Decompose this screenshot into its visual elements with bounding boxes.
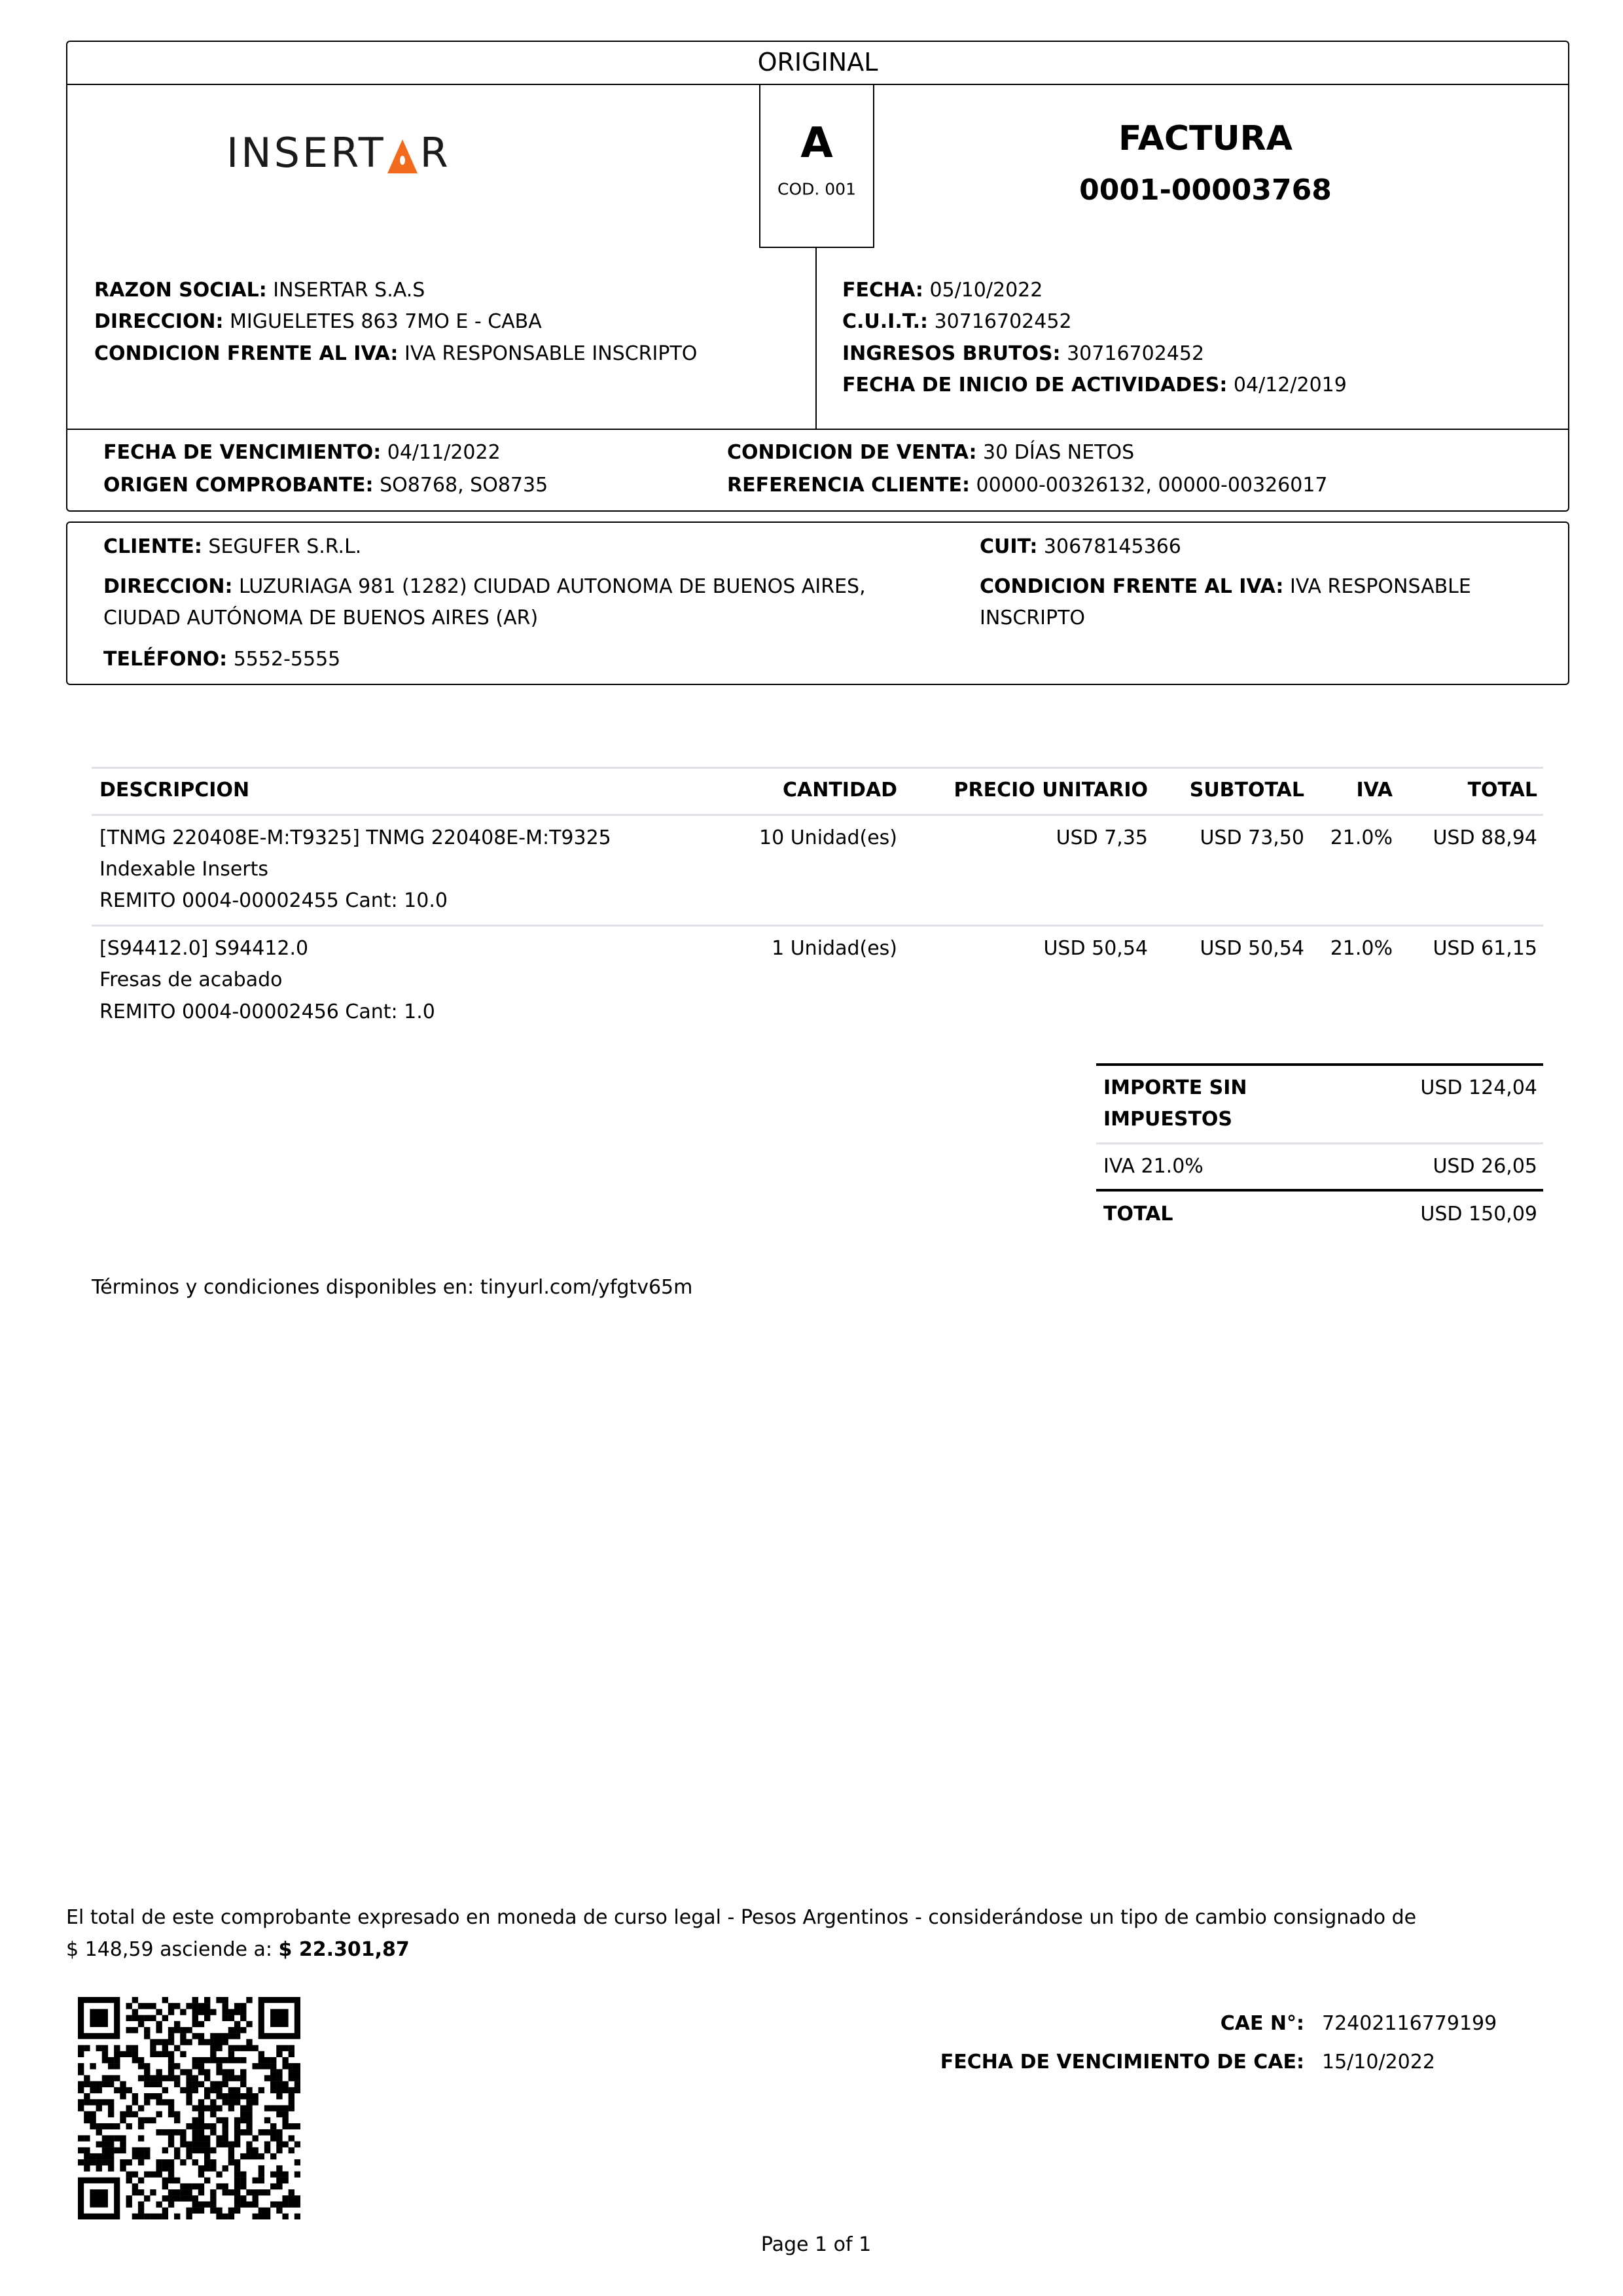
totals-top-border xyxy=(1096,1063,1543,1066)
col-header-descripcion: DESCRIPCION xyxy=(99,779,250,802)
client-direccion-line2: CIUDAD AUTÓNOMA DE BUENOS AIRES (AR) xyxy=(103,607,539,629)
exchange-text-line2: $ 148,59 asciende a: $ 22.301,87 xyxy=(66,1938,410,1961)
client-direccion: DIRECCION: LUZURIAGA 981 (1282) CIUDAD AUTONOMA DE BUENOS AIRES, xyxy=(103,575,866,598)
client-iva-line2: INSCRIPTO xyxy=(980,607,1086,629)
row-desc-line: Indexable Inserts xyxy=(99,858,269,881)
row-subtotal: USD 50,54 xyxy=(1200,937,1304,960)
company-logo xyxy=(226,129,451,177)
issuer-fecha: FECHA: 05/10/2022 xyxy=(842,279,1043,302)
cae-number: 72402116779199 xyxy=(1322,2012,1497,2035)
invoice-code: COD. 001 xyxy=(777,179,856,199)
cae-label: CAE N°: xyxy=(1220,2012,1304,2035)
row-total: USD 88,94 xyxy=(1433,826,1537,849)
cae-venc-date: 15/10/2022 xyxy=(1322,2051,1435,2074)
untaxed-label-line2: IMPUESTOS xyxy=(1103,1108,1233,1131)
row-total: USD 61,15 xyxy=(1433,937,1537,960)
cae-venc-label: FECHA DE VENCIMIENTO DE CAE: xyxy=(940,2051,1304,2074)
client-iva: CONDICION FRENTE AL IVA: IVA RESPONSABLE xyxy=(980,575,1471,598)
doc-type: FACTURA xyxy=(1118,119,1293,158)
referencia-cliente: REFERENCIA CLIENTE: 00000-00326132, 00000-00326017 xyxy=(727,474,1328,497)
logo-triangle-icon xyxy=(387,139,418,173)
divider xyxy=(1096,1142,1543,1144)
row-desc-line: [S94412.0] S94412.0 xyxy=(99,937,309,960)
iva-amount: USD 26,05 xyxy=(1433,1155,1537,1178)
table-header-border xyxy=(92,814,1543,816)
copy-label: ORIGINAL xyxy=(757,48,878,77)
logo-text-left: INSERT xyxy=(226,129,386,177)
issuer-iva: CONDICION FRENTE AL IVA: IVA RESPONSABLE INSCRIPTO xyxy=(94,342,698,365)
row-desc-line: REMITO 0004-00002455 Cant: 10.0 xyxy=(99,889,448,912)
logo-text-right: R xyxy=(419,129,451,177)
condicion-venta: CONDICION DE VENTA: 30 DÍAS NETOS xyxy=(727,441,1135,464)
divider xyxy=(66,429,1569,430)
origen-comprobante: ORIGEN COMPROBANTE: SO8768, SO8735 xyxy=(103,474,548,497)
col-header-cantidad: CANTIDAD xyxy=(783,779,897,802)
divider xyxy=(1096,1189,1543,1192)
col-header-total: TOTAL xyxy=(1467,779,1537,802)
row-cantidad: 1 Unidad(es) xyxy=(772,937,897,960)
row-desc-line: REMITO 0004-00002456 Cant: 1.0 xyxy=(99,1000,435,1023)
iva-label: IVA 21.0% xyxy=(1103,1155,1204,1178)
row-divider xyxy=(92,925,1543,927)
client-cuit: CUIT: 30678145366 xyxy=(980,535,1181,558)
doc-number: 0001-00003768 xyxy=(1079,173,1332,207)
qr-code xyxy=(78,1997,300,2219)
issuer-inicio-actividades: FECHA DE INICIO DE ACTIVIDADES: 04/12/2019 xyxy=(842,374,1347,397)
row-iva: 21.0% xyxy=(1330,937,1393,960)
total-label: TOTAL xyxy=(1103,1203,1173,1226)
row-desc-line: Fresas de acabado xyxy=(99,968,283,991)
issuer-ingresos-brutos: INGRESOS BRUTOS: 30716702452 xyxy=(842,342,1205,365)
page-number: Page 1 of 1 xyxy=(760,2233,872,2256)
table-top-border xyxy=(92,767,1543,769)
issuer-razon-social: RAZON SOCIAL: INSERTAR S.A.S xyxy=(94,279,425,302)
untaxed-amount: USD 124,04 xyxy=(1420,1076,1537,1099)
col-header-iva: IVA xyxy=(1356,779,1393,802)
row-cantidad: 10 Unidad(es) xyxy=(759,826,897,849)
row-iva: 21.0% xyxy=(1330,826,1393,849)
row-precio: USD 50,54 xyxy=(1043,937,1148,960)
col-header-precio: PRECIO UNITARIO xyxy=(954,779,1148,802)
exchange-text: El total de este comprobante expresado en moneda de curso legal - Pesos Argentinos - considerándose un tipo de cambio consignado de xyxy=(66,1906,1417,1929)
row-precio: USD 7,35 xyxy=(1056,826,1148,849)
client-name: CLIENTE: SEGUFER S.R.L. xyxy=(103,535,362,558)
col-header-subtotal: SUBTOTAL xyxy=(1189,779,1304,802)
divider xyxy=(815,248,817,429)
total-amount: USD 150,09 xyxy=(1420,1203,1537,1226)
row-desc-line: [TNMG 220408E-M:T9325] TNMG 220408E-M:T9325 xyxy=(99,826,611,849)
untaxed-label: IMPORTE SIN xyxy=(1103,1076,1247,1099)
exchange-amount: $ 22.301,87 xyxy=(278,1938,410,1961)
terms-text: Términos y condiciones disponibles en: tinyurl.com/yfgtv65m xyxy=(92,1276,693,1299)
fecha-vencimiento: FECHA DE VENCIMIENTO: 04/11/2022 xyxy=(103,441,501,464)
client-telefono: TELÉFONO: 5552-5555 xyxy=(103,648,341,671)
row-subtotal: USD 73,50 xyxy=(1200,826,1304,849)
issuer-cuit: C.U.I.T.: 30716702452 xyxy=(842,310,1072,333)
invoice-letter: A xyxy=(800,119,833,168)
issuer-direccion: DIRECCION: MIGUELETES 863 7MO E - CABA xyxy=(94,310,542,333)
